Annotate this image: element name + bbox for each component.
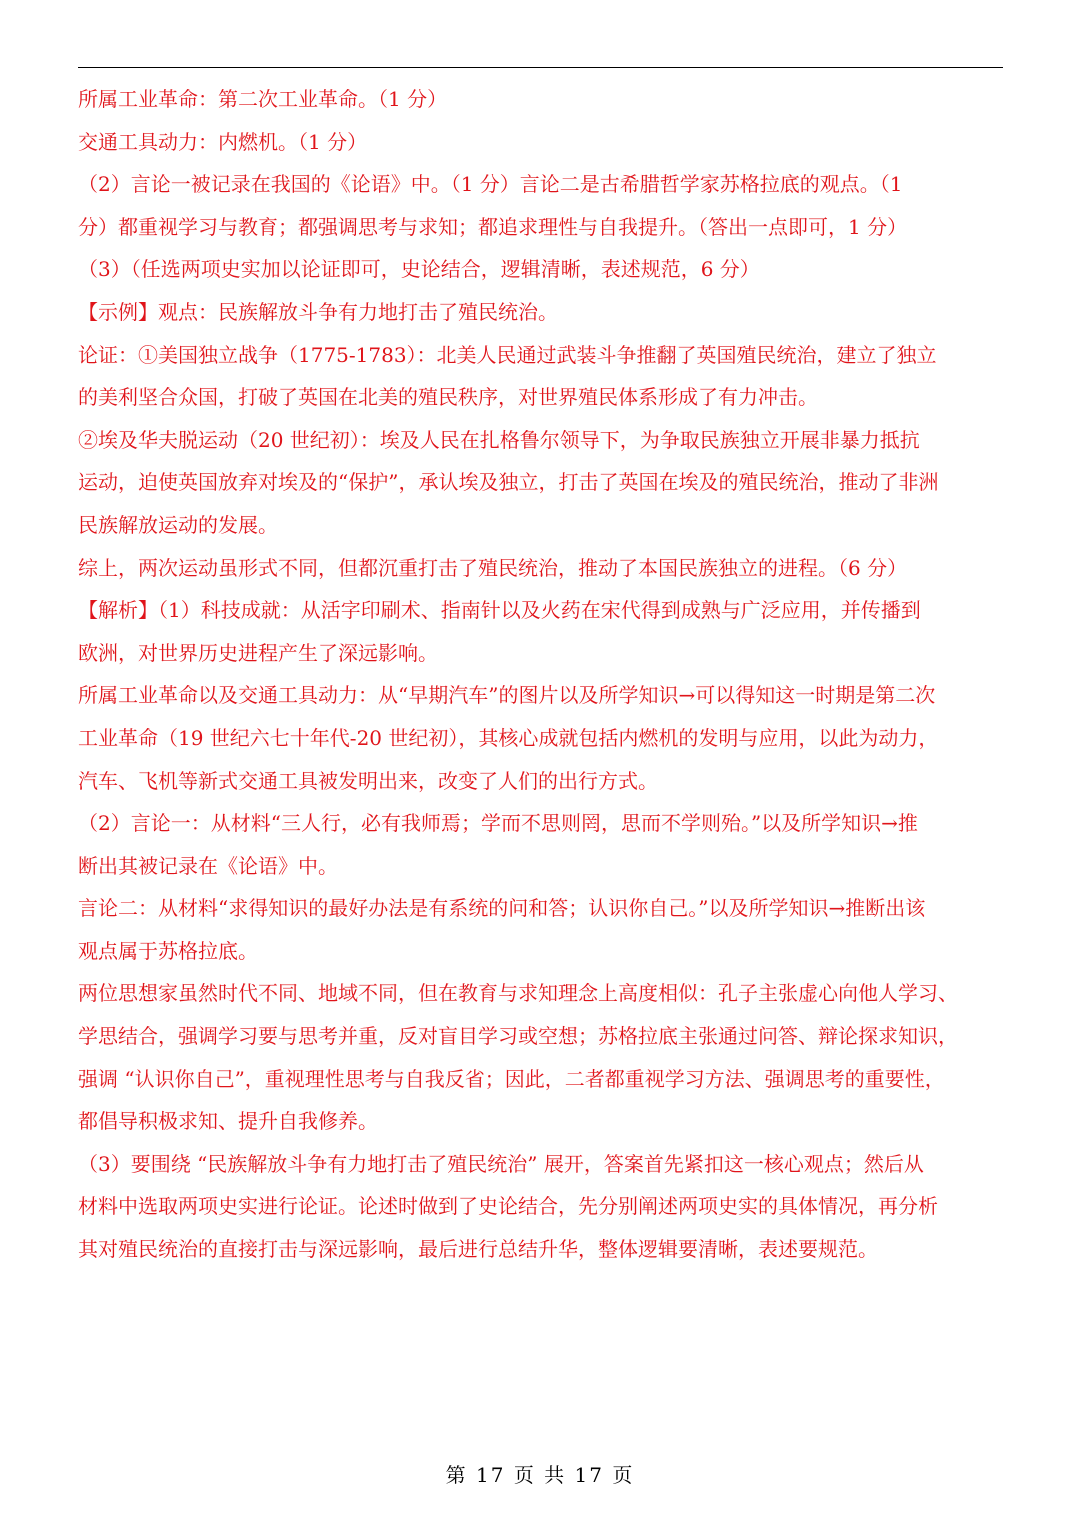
text-line: 交通工具动力：内燃机。（1 分） [78,129,368,154]
text-line: 综上，两次运动虽形式不同，但都沉重打击了殖民统治，推动了本国民族独立的进程。（6 分） [78,555,908,580]
text-line: 观点属于苏格拉底。 [78,938,258,963]
page-footer: 第 17 页 共 17 页 [445,1463,635,1487]
text-line: 所属工业革命：第二次工业革命。（1 分） [78,87,448,111]
text-line: 工业革命（19 世纪六七十年代-20 世纪初），其核心成就包括内燃机的发明与应用，以此为动力， [78,725,939,750]
text-line: 学思结合，强调学习要与思考并重，反对盲目学习或空想；苏格拉底主张通过问答、辩论探求知识， [78,1024,958,1049]
text-line: 都倡导积极求知、提升自我修养。 [78,1109,378,1134]
text-line: （3）（任选两项史实加以论证即可，史论结合，逻辑清晰，表述规范，6 分） [78,257,760,282]
text-line: 的美利坚合众国，打破了英国在北美的殖民秩序，对世界殖民体系形成了有力冲击。 [78,385,818,410]
text-line: 欧洲，对世界历史进程产生了深远影响。 [78,640,438,665]
text-line: 【示例】观点：民族解放斗争有力地打击了殖民统治。 [78,299,558,324]
text-line: ②埃及华夫脱运动（20 世纪初）：埃及人民在扎格鲁尔领导下，为争取民族独立开展非暴力抵抗 [78,427,920,452]
text-line: （2）言论一被记录在我国的《论语》中。（1 分）言论二是古希腊哲学家苏格拉底的观点。（1 [78,172,903,197]
text-line: 论证：①美国独立战争（1775-1783）：北美人民通过武装斗争推翻了英国殖民统治，建立了独立 [78,342,937,367]
text-line: 言论二：从材料“求得知识的最好办法是有系统的问和答；认识你自己。”以及所学知识→推断出该 [78,896,926,921]
text-line: 【解析】（1）科技成就：从活字印刷术、指南针以及火药在宋代得到成熟与广泛应用，并传播到 [78,598,921,623]
text-line: 断出其被记录在《论语》中。 [78,853,338,878]
text-line: 两位思想家虽然时代不同、地域不同，但在教育与求知理念上高度相似：孔子主张虚心向他人学习、 [78,981,958,1006]
text-line: 汽车、飞机等新式交通工具被发明出来，改变了人们的出行方式。 [78,768,658,793]
text-line: 所属工业革命以及交通工具动力：从“早期汽车”的图片以及所学知识→可以得知这一时期是第二次 [78,683,936,708]
text-line: 民族解放运动的发展。 [78,512,278,537]
text-line: 材料中选取两项史实进行论证。论述时做到了史论结合，先分别阐述两项史实的具体情况，再分析 [78,1194,938,1219]
text-line: 运动，迫使英国放弃对埃及的“保护”，承认埃及独立，打击了英国在埃及的殖民统治，推动了非洲 [78,470,939,495]
text-line: 其对殖民统治的直接打击与深远影响，最后进行总结升华，整体逻辑要清晰，表述要规范。 [78,1237,878,1262]
text-line: 强调 “认识你自己”，重视理性思考与自我反省；因此，二者都重视学习方法、强调思考的重要性， [78,1066,945,1091]
answer-content [78,78,1003,1271]
header-rule [78,67,1003,68]
text-line: （2）言论一：从材料“三人行，必有我师焉；学而不思则罔，思而不学则殆。”以及所学知识→推 [78,811,918,836]
text-line: （3）要围绕 “民族解放斗争有力地打击了殖民统治” 展开，答案首先紧扣这一核心观点；然后从 [78,1151,924,1176]
text-line: 分）都重视学习与教育；都强调思考与求知；都追求理性与自我提升。（答出一点即可，1 分） [78,214,908,239]
